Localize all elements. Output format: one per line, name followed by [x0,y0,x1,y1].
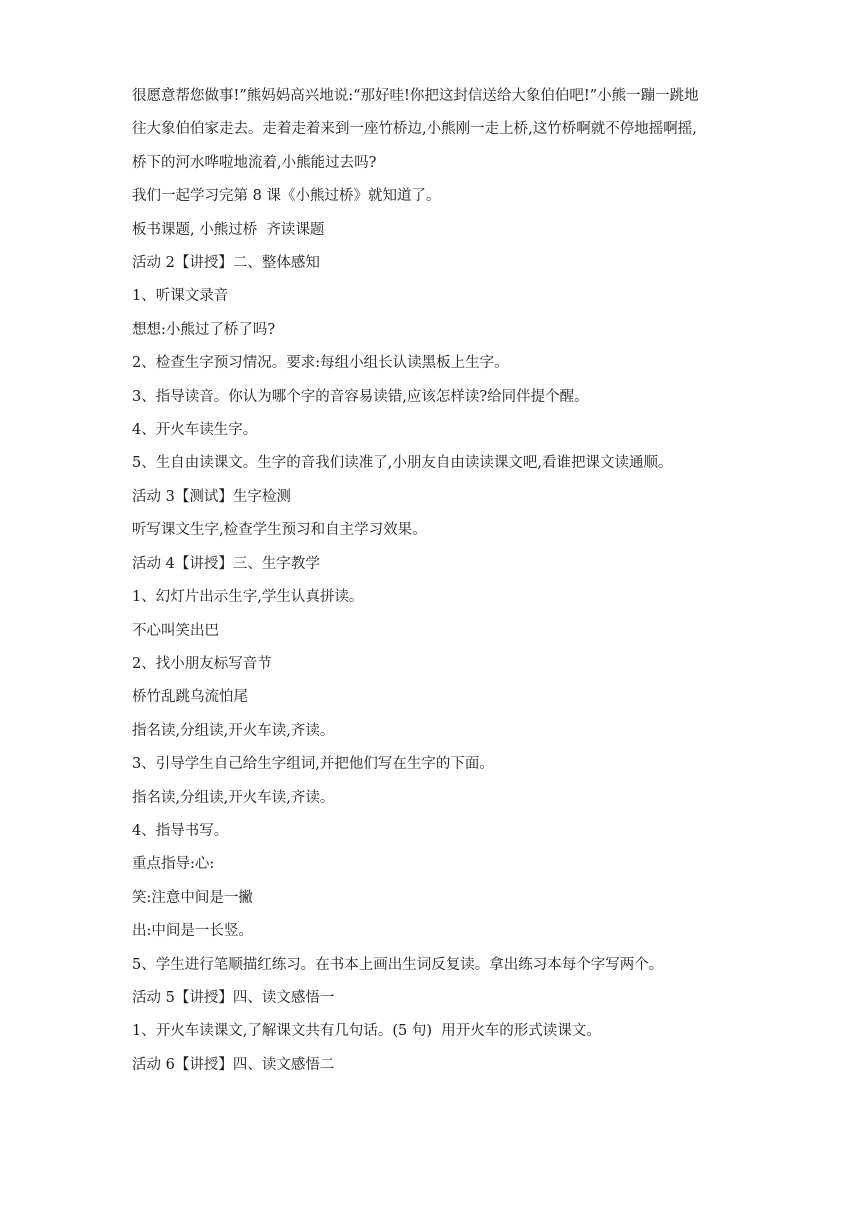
text-line: 1、幻灯片出示生字,学生认真拼读。 [132,589,364,606]
text-line: 1、开火车读课文,了解课文共有几句话。(5 句) 用开火车的形式读课文。 [132,1023,601,1040]
text-line: 很愿意帮您做事!”熊妈妈高兴地说:“那好哇!你把这封信送给大象伯伯吧!”小熊一蹦一跳地 [132,88,699,104]
section-heading: 活动 6【讲授】四、读文感悟二 [132,1056,335,1073]
text-line: 我们一起学习完第 8 课《小熊过桥》就知道了。 [132,188,441,205]
text-line: 指名读,分组读,开火车读,齐读。 [132,789,335,806]
text-line: 5、学生进行笔顺描红练习。在书本上画出生词反复读。拿出练习本每个字写两个。 [132,956,664,973]
section-heading: 活动 4【讲授】三、生字教学 [132,555,320,572]
section-heading: 活动 5【讲授】四、读文感悟一 [132,989,335,1006]
text-line: 4、开火车读生字。 [132,422,258,439]
text-line: 笑:注意中间是一撇 [132,889,253,906]
text-line: 1、听课文录音 [132,288,229,305]
text-line: 重点指导:心: [132,856,215,873]
text-line: 桥竹乱跳乌流怕尾 [132,689,248,706]
section-heading: 活动 2【讲授】二、整体感知 [132,255,320,272]
document-body [132,80,732,1082]
text-line: 出:中间是一长竖。 [132,923,253,940]
text-line: 2、检查生字预习情况。要求:每组小组长认读黑板上生字。 [132,355,509,372]
text-line: 3、引导学生自己给生字组词,并把他们写在生字的下面。 [132,756,494,773]
text-line: 2、找小朋友标写音节 [132,655,272,672]
text-line: 4、指导书写。 [132,822,229,839]
text-line: 5、生自由读课文。生字的音我们读准了,小朋友自由读读课文吧,看谁把课文读通顺。 [132,455,673,472]
text-line: 桥下的河水哗啦地流着,小熊能过去吗? [132,154,377,171]
text-line: 指名读,分组读,开火车读,齐读。 [132,722,335,739]
section-heading: 活动 3【测试】生字检测 [132,488,291,505]
text-line: 不心叫笑出巴 [132,622,219,639]
text-line: 3、指导读音。你认为哪个字的音容易读错,应该怎样读?给同伴提个醒。 [132,388,589,405]
text-line: 听写课文生字,检查学生预习和自主学习效果。 [132,522,427,539]
text-line: 往大象伯伯家走去。走着走着来到一座竹桥边,小熊刚一走上桥,这竹桥啊就不停地摇啊摇, [132,121,697,138]
text-line: 板书课题, 小熊过桥 齐读课题 [132,221,325,238]
text-line: 想想:小熊过了桥了吗? [132,321,276,338]
